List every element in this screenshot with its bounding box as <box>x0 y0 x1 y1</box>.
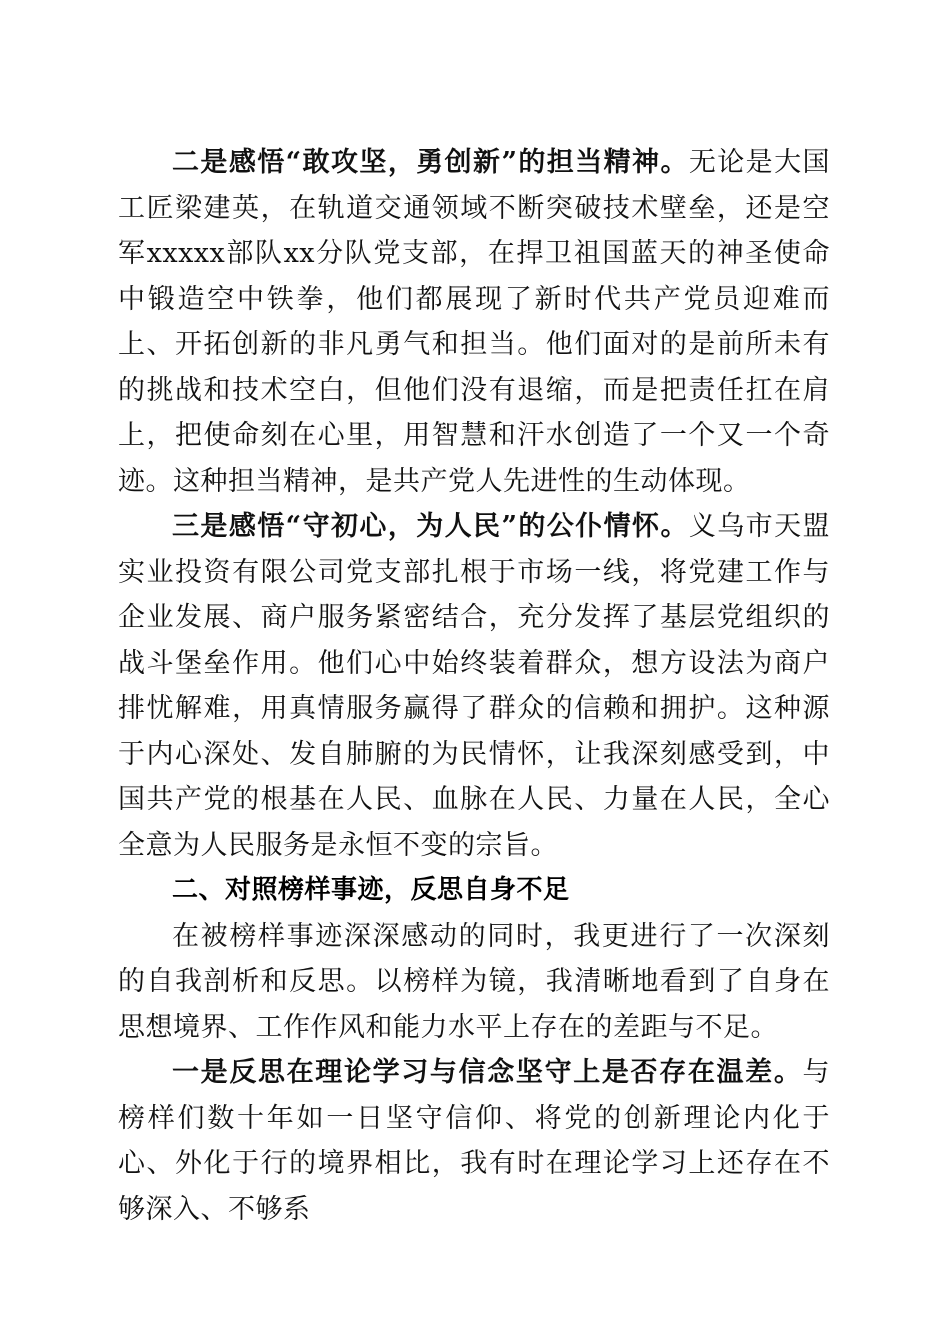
paragraph-text: 义乌市天盟实业投资有限公司党支部扎根于市场一线，将党建工作与企业发展、商户服务紧密结合，充分发挥了基层党组织的战斗堡垒作用。他们心中始终装着群众，想方设法为商户排忧解难，用真情服务赢得了群众的信赖和拥护。这种源于内心深处、发自肺腑的为民情怀，让我深刻感受到，中国共产党的根基在人民、血脉在人民、力量在人民，全心全意为人民服务是永恒不变的宗旨。 <box>118 511 831 861</box>
paragraph-courage <box>118 140 830 504</box>
paragraph-text: 与榜样们数十年如一日坚守信仰、将党的创新理论内化于心、外化于行的境界相比，我有时在理论学习上还存在不够深入、不够系 <box>118 1057 830 1225</box>
paragraph-lead: 三是感悟“守初心，为人民”的公仆情怀。 <box>172 511 689 542</box>
paragraph-lead: 二是感悟“敢攻坚，勇创新”的担当精神。 <box>172 147 689 178</box>
section-heading: 二、对照榜样事迹，反思自身不足 <box>172 875 570 905</box>
paragraph-lead: 一是反思在理论学习与信念坚守上是否存在温差。 <box>172 1057 803 1088</box>
paragraph-service <box>118 504 830 868</box>
document-body <box>118 140 830 1232</box>
paragraph-reflection <box>118 1050 830 1232</box>
paragraph-intro: 在被榜样事迹深深感动的同时，我更进行了一次深刻的自我剖析和反思。以榜样为镜，我清晰地看到了自身在思想境界、工作作风和能力水平上存在的差距与不足。 <box>118 920 830 1043</box>
paragraph-text: 无论是大国工匠梁建英，在轨道交通领域不断突破技术壁垒，还是空军xxxxx部队xx分队党支部，在捍卫祖国蓝天的神圣使命中锻造空中铁拳，他们都展现了新时代共产党员迎难而上、开拓创新的非凡勇气和担当。他们面对的是前所未有的挑战和技术空白，但他们没有退缩，而是把责任扛在肩上，把使命刻在心里，用智慧和汗水创造了一个又一个奇迹。这种担当精神，是共产党人先进性的生动体现。 <box>118 147 831 497</box>
